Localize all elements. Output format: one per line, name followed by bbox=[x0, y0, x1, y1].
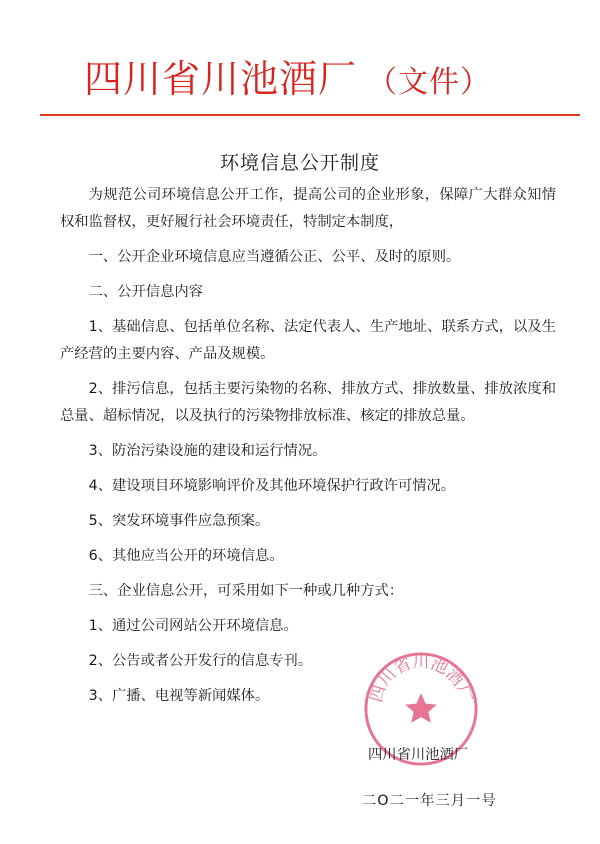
signature-org: 四川省川池酒厂 bbox=[368, 747, 469, 763]
document-title: 环境信息公开制度 bbox=[219, 152, 380, 174]
paragraph: 4、建设项目环境影响评价及其他环境保护行政许可情况。 bbox=[88, 478, 456, 494]
paragraph: 2、公告或者公开发行的信息专刊。 bbox=[88, 653, 313, 669]
paragraph: 3、防治污染设施的建设和运行情况。 bbox=[88, 443, 327, 459]
paragraph: 一、公开企业环境信息应当遵循公正、公平、及时的原则。 bbox=[88, 249, 461, 265]
letterhead-org-name: 四川省川池酒厂 bbox=[84, 57, 358, 101]
letterhead-divider bbox=[40, 114, 580, 116]
star-icon bbox=[405, 693, 436, 723]
paragraph: 为规范公司环境信息公开工作，提高公司的企业形象，保障广大群众知情权和监督权，更好履行社会环境责任，特制定本制度， bbox=[60, 187, 556, 230]
letterhead bbox=[84, 48, 491, 103]
seal-text: 四川省川池酒厂 bbox=[365, 651, 477, 705]
paragraph: 5、突发环境事件应急预案。 bbox=[88, 513, 270, 529]
paragraph: 3、广播、电视等新闻媒体。 bbox=[88, 688, 270, 704]
paragraph: 二、公开信息内容 bbox=[88, 284, 203, 300]
paragraph: 三、企业信息公开，可采用如下一种或几种方式： bbox=[88, 583, 404, 599]
paragraph: 2、排污信息，包括主要污染物的名称、排放方式、排放数量、排放浓度和总量、超标情况，以及执行的污染物排放标准、核定的排放总量。 bbox=[60, 381, 556, 424]
issue-date: 二O二一年三月一号 bbox=[362, 793, 497, 809]
paragraph: 1、通过公司网站公开环境信息。 bbox=[88, 618, 298, 634]
document-body bbox=[60, 182, 556, 718]
paragraph: 6、其他应当公开的环境信息。 bbox=[88, 548, 284, 564]
letterhead-doc-type: （文件） bbox=[367, 65, 492, 100]
paragraph: 1、基础信息、包括单位名称、法定代表人、生产地址、联系方式，以及生产经营的主要内容、产品及规模。 bbox=[60, 319, 556, 362]
